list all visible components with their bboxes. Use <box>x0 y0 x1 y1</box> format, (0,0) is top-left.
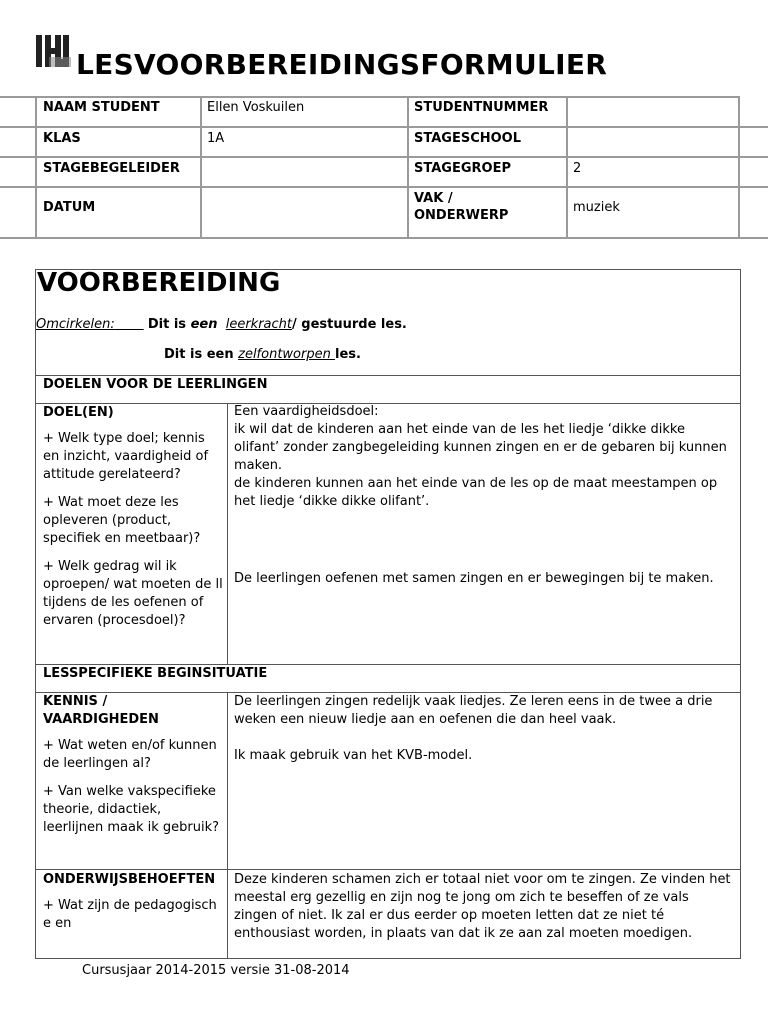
section-title: VOORBEREIDING <box>37 268 281 298</box>
kennis-left <box>43 693 225 847</box>
doelen-question-2: + Wat moet deze les opleveren (product, specifiek en meetbaar)? <box>43 495 201 546</box>
doelen-heading: DOEL(EN) <box>43 405 114 420</box>
label-stagegroep: STAGEGROEP <box>414 161 511 176</box>
doelen-answer-2: ik wil dat de kinderen aan het einde van de les het liedje ‘dikke dikke olifant’ zonder zangbegeleiding kunnen zingen en er de gebaren bij kunnen maken. <box>234 422 727 473</box>
doelen-answer-3: de kinderen kunnen aan het einde van de les op de maat meestampen op het liedje ‘dikke dikke olifant’. <box>234 476 718 509</box>
label-studentnummer: STUDENTNUMMER <box>414 100 549 115</box>
omcirkelen-label: Omcirkelen: <box>36 317 115 332</box>
omcirkelen-line-2 <box>164 347 361 362</box>
kennis-answer-2: Ik maak gebruik van het KVB-model. <box>234 748 473 763</box>
doelen-right <box>234 403 734 511</box>
footer-version: Cursusjaar 2014-2015 versie 31-08-2014 <box>82 963 350 978</box>
band-beginsituatie: LESSPECIFIEKE BEGINSITUATIE <box>43 666 268 681</box>
hu-logo <box>36 35 74 67</box>
onderwijs-heading: ONDERWIJSBEHOEFTEN <box>43 872 216 887</box>
kennis-right <box>234 693 734 765</box>
line1-een: een <box>190 317 218 332</box>
line1-pre: Dit is <box>147 317 191 332</box>
label-klas: KLAS <box>43 131 81 146</box>
onderwijs-left <box>43 871 221 943</box>
value-naam-student: Ellen Voskuilen <box>207 100 305 115</box>
doelen-question-3: + Welk gedrag wil ik oproepen/ wat moeten de ll tijdens de les oefenen of ervaren (procesdoel)? <box>43 559 223 628</box>
value-klas: 1A <box>207 131 225 146</box>
kennis-heading: KENNIS / VAARDIGHEDEN <box>43 694 159 727</box>
onderwijs-question-1: + Wat zijn de pedagogische en <box>43 898 217 931</box>
line2-pre: Dit is een <box>164 347 239 362</box>
doelen-answer-1: Een vaardigheidsdoel: <box>234 404 379 419</box>
doelen-right-2 <box>234 570 734 588</box>
line1-leerkracht: leerkracht <box>225 317 292 332</box>
kennis-question-2: + Van welke vakspecifieke theorie, didactiek, leerlijnen maak ik gebruik? <box>43 784 220 835</box>
value-vak-onderwerp: muziek <box>573 200 620 215</box>
kennis-answer-1: De leerlingen zingen redelijk vaak liedjes. Ze leren eens in de twee a drie weken een nieuw liedje aan en oefenen die dan heel vaak. <box>234 694 713 727</box>
line2-zelfontworpen: zelfontworpen <box>238 347 335 362</box>
label-datum: DATUM <box>43 200 96 215</box>
band-doelen: DOELEN VOOR DE LEERLINGEN <box>43 377 268 392</box>
doelen-answer-4: De leerlingen oefenen met samen zingen en er bewegingen bij te maken. <box>234 571 714 586</box>
omcirkelen-line-1 <box>36 317 407 332</box>
doelen-question-1: + Welk type doel; kennis en inzicht, vaardigheid of attitude gerelateerd? <box>43 431 209 482</box>
label-vak-onderwerp: VAK / ONDERWERP <box>414 191 509 223</box>
label-stagebegeleider: STAGEBEGELEIDER <box>43 161 180 176</box>
onderwijs-answer-1: Deze kinderen schamen zich er totaal niet voor om te zingen. Ze vinden het meestal erg gezellig en zijn nog te jong om zich te beseffen of ze vals zingen of niet. Ik zal er dus eerder op moeten letten dat ze niet té enthousiast worden, in plaats van dat ik ze aan zal moeten moedigen. <box>234 872 731 941</box>
line1-post: / gestuurde les. <box>292 317 407 332</box>
value-stagegroep: 2 <box>573 161 582 176</box>
label-naam-student: NAAM STUDENT <box>43 100 160 115</box>
doelen-left <box>43 404 225 640</box>
line2-post: les. <box>334 347 361 362</box>
label-stageschool: STAGESCHOOL <box>414 131 522 146</box>
onderwijs-right <box>234 871 734 943</box>
kennis-question-1: + Wat weten en/of kunnen de leerlingen al? <box>43 738 217 771</box>
page-title: LESVOORBEREIDINGSFORMULIER <box>76 48 608 81</box>
